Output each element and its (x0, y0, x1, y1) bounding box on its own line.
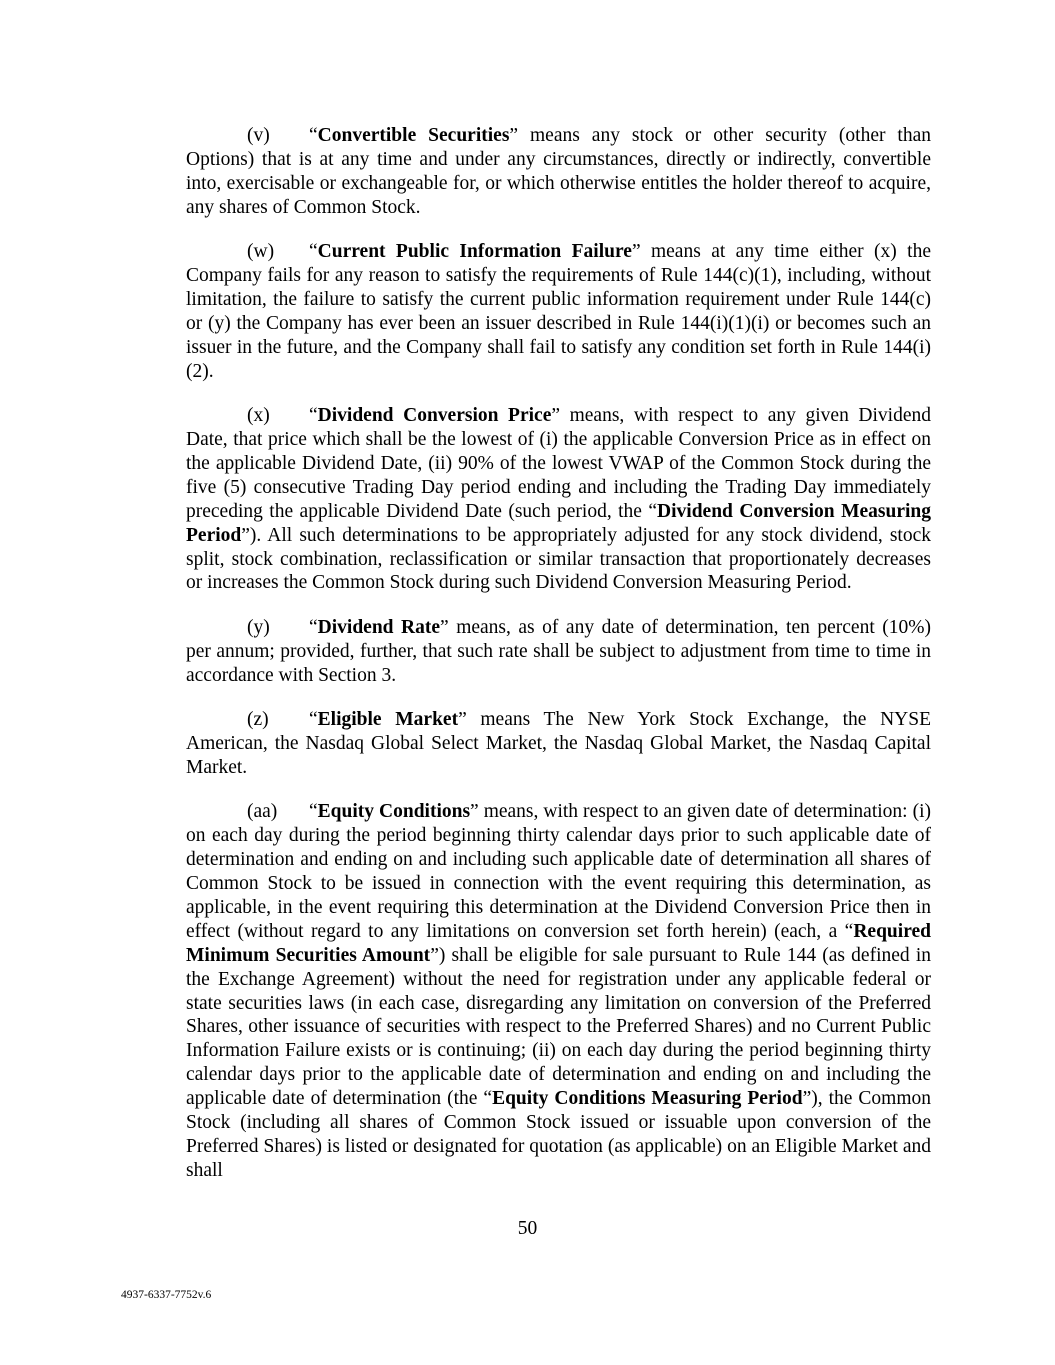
defined-term: Convertible Securities (317, 125, 510, 146)
defined-term: Equity Conditions (317, 801, 471, 823)
definition-equity-conditions: (aa) “Equity Conditions” means, with respect to an given date of determination: (i) on each day during the period beginning thirty calendar days prior to such applicable date of determination and ending on and including such applicable date of determination all shares of Common Stock to be issued in connection with the event requiring this determination, as applicable, in the event requiring this determination at the Dividend Conversion Price then in effect (without regard to any limitations on conversion set forth herein) (each, a “Required Minimum Securities Amount”) shall be eligible for sale pursuant to Rule 144 (as defined in the Exchange Agreement) without the need for registration under any applicable federal or state securities laws (in each case, disregarding any limitation on conversion of the Preferred Shares, other issuance of securities with respect to the Preferred Shares) and no Current Public Information Failure exists or is continuing; (ii) on each day during the period beginning thirty calendar days prior to the applicable date of determination and ending on and including the applicable date of determination (the “Equity Conditions Measuring Period”), the Common Stock (including all shares of Common Stock issued or issuable upon conversion of the Preferred Shares) is listed or designated for quotation (as applicable) on an Eligible Market and shall (186, 801, 931, 1181)
definition-label: (y) (247, 616, 270, 638)
definition-text: means The New York Stock Exchange, the NYSE American, the Nasdaq Global Select Market, the Nasdaq Global Market, the Nasdaq Capital Market. (186, 709, 931, 778)
definition-text: means, with respect to any given Dividend Date, that price which shall be the lowest of (i) the applicable Conversion Price as in effect on the applicable Dividend Date, (ii) 90% of the lowest VWAP of the Common Stock during the five (5) consecutive Trading Day period ending and including the Trading Day immediately preceding the applicable Dividend Date (such period, the “ (186, 405, 932, 522)
page-number: 50 (517, 1218, 538, 1239)
definition-current-public-information-failure: (w) “Current Public Information Failure” means at any time either (x) the Company fails for any reason to satisfy the requirements of Rule 144(c)(1), including, without limitation, the failure to satisfy the current public information requirement under Rule 144(c) or (y) the Company has ever been an issuer described in Rule 144(i)(1)(i) or becomes such an issuer in the future, and the Company shall fail to satisfy any condition set forth in Rule 144(i)(2). (186, 241, 931, 382)
defined-term: Eligible Market (317, 709, 459, 731)
defined-term: Equity Conditions Measuring Period (492, 1088, 803, 1110)
definition-text: means at any time either (x) the Company fails for any reason to satisfy the requirements of Rule 144(c)(1), including, without limitation, the failure to satisfy the current public information requirement under Rule 144(c) or (y) the Company has ever been an issuer described in Rule 144(i)(1)(i) or becomes such an issuer in the future, and the Company shall fail to satisfy any condition set forth in Rule 144(i)(2). (186, 241, 931, 382)
definition-label: (aa) (247, 801, 278, 823)
defined-term: Current Public Information Failure (317, 241, 632, 263)
defined-term: Dividend Rate (317, 616, 441, 638)
definition-convertible-securities: (v) “Convertible Securities” means any stock or other security (other than Options) that is at any time and under any circumstances, directly or indirectly, convertible into, exercisable or exchangeable for, or which otherwise entitles the holder thereof to acquire, any shares of Common Stock. (186, 125, 931, 218)
defined-term: Dividend Conversion Price (317, 405, 552, 427)
definition-text: means, with respect to an given date of determination: (i) on each day during the period beginning thirty calendar days prior to such applicable date of determination and ending on and including such applicable date of determination all shares of Common Stock to be issued in connection with the event requiring this determination, as applicable, in the event requiring this determination at the Dividend Conversion Price then in effect (without regard to any limitations on conversion set forth herein) (each, a “ (186, 801, 931, 942)
definition-label: (w) (247, 241, 275, 263)
definition-label: (v) (247, 125, 270, 146)
defined-term: Required Minimum Securities Amount (186, 920, 931, 966)
defined-term: Dividend Conversion Measuring Period (186, 500, 931, 546)
definition-dividend-rate: (y) “Dividend Rate” means, as of any date of determination, ten percent (10%) per annum; provided, further, that such rate shall be subject to adjustment from time to time in accordance with Section 3. (186, 616, 931, 686)
definition-label: (z) (247, 709, 269, 731)
definition-text: ”). All such determinations to be appropriately adjusted for any stock dividend, stock split, stock combination, reclassification or similar transaction that proportionately decreases or increases the Common Stock during such Dividend Conversion Measuring Period. (186, 524, 931, 594)
definition-text: means any stock or other security (other than Options) that is at any time and under any circumstances, directly or indirectly, convertible into, exercisable or exchangeable for, or which otherwise entitles the holder thereof to acquire, any shares of Common Stock. (186, 125, 931, 218)
document-id: 4937-6337-7752v.6 (121, 1289, 212, 1301)
definition-label: (x) (247, 405, 270, 427)
definition-text: ”), the Common Stock (including all shares of Common Stock issued or issuable upon conversion of the Preferred Shares) is listed or designated for quotation (as applicable) on an Eligible Market and shall (186, 1088, 931, 1181)
definition-eligible-market: (z) “Eligible Market” means The New York Stock Exchange, the NYSE American, the Nasdaq Global Select Market, the Nasdaq Global Market, the Nasdaq Capital Market. (186, 709, 931, 778)
definition-text: means, as of any date of determination, ten percent (10%) per annum; provided, further, that such rate shall be subject to adjustment from time to time in accordance with Section 3. (186, 616, 931, 686)
definition-dividend-conversion-price: (x) “Dividend Conversion Price” means, with respect to any given Dividend Date, that price which shall be the lowest of (i) the applicable Conversion Price as in effect on the applicable Dividend Date, (ii) 90% of the lowest VWAP of the Common Stock during the five (5) consecutive Trading Day period ending and including the Trading Day immediately preceding the applicable Dividend Date (such period, the “Dividend Conversion Measuring Period”). All such determinations to be appropriately adjusted for any stock dividend, stock split, stock combination, reclassification or similar transaction that proportionately decreases or increases the Common Stock during such Dividend Conversion Measuring Period. (186, 405, 932, 594)
document-body (186, 124, 931, 1203)
definition-text: ”) shall be eligible for sale pursuant to Rule 144 (as defined in the Exchange Agreement) without the need for registration under any applicable federal or state securities laws (in each case, disregarding any limitation on conversion of the Preferred Shares, other issuance of securities with respect to the Preferred Shares) and no Current Public Information Failure exists or is continuing; (ii) on each day during the period beginning thirty calendar days prior to the applicable date of determination and ending on and including the applicable date of determination (the “ (186, 944, 931, 1110)
